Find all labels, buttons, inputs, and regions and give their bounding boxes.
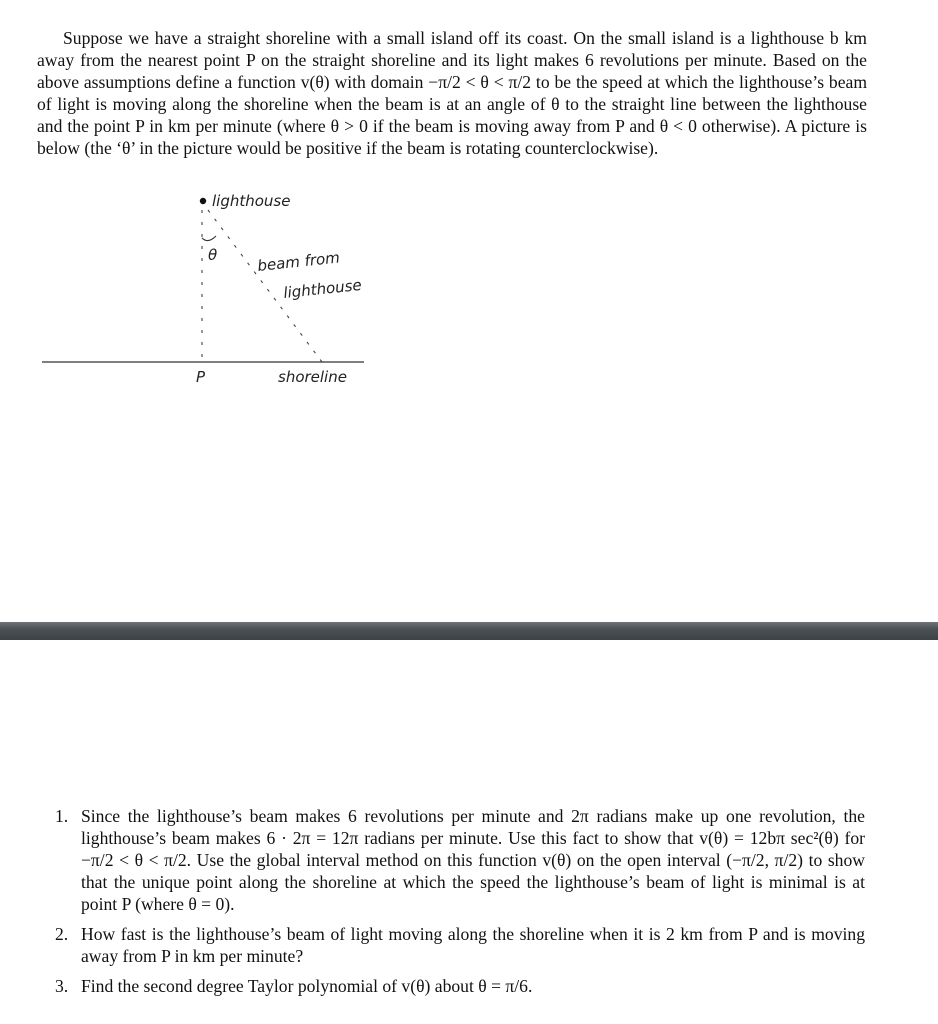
shoreline-label: shoreline [278,368,347,386]
question-number: 2. [55,924,69,944]
question-item [55,805,865,915]
beam-label-line1: beam from [256,248,341,275]
lighthouse-diagram [40,186,370,406]
lighthouse-dot [200,198,206,204]
question-number: 1. [55,806,69,826]
point-p-label: P [196,368,206,386]
question-text: How fast is the lighthouse’s beam of light moving along the shoreline when it is 2 km from P and is moving away from P in km per minute? [81,924,865,966]
question-text: Find the second degree Taylor polynomial of v(θ) about θ = π/6. [81,976,533,996]
lighthouse-figure [40,186,370,406]
question-number: 3. [55,976,69,996]
problem-statement [37,27,867,159]
problem-intro: Suppose we have a straight shoreline with a small island off its coast. On the small island is a lighthouse b km away from the nearest point P on the straight shoreline and its light makes 6 revolutions per minute. Based on the above assumptions define a function v(θ) with domain −π/2 < θ < π/2 to be the speed at which the lighthouse’s beam of light is moving along the shoreline when the beam is at an angle of θ to the straight line between the lighthouse and the point P in km per minute (where θ > 0 if the beam is moving away from P and θ < 0 otherwise). A picture is below (the ‘θ’ in the picture would be positive if the beam is rotating counterclockwise). [37,28,867,158]
angle-arc [202,236,216,241]
beam-label-line2: lighthouse [282,275,363,302]
lighthouse-label: lighthouse [212,192,291,210]
question-list [55,805,865,1005]
question-item [55,923,865,967]
question-item [55,975,865,997]
theta-label: θ [208,246,218,264]
page-divider [0,622,938,640]
question-text: Since the lighthouse’s beam makes 6 revolutions per minute and 2π radians make up one revolution, the lighthouse’s beam makes 6 · 2π = 12π radians per minute. Use this fact to show that v(θ) = 12bπ sec²(θ) for −π/2 < θ < π/2. Use the global interval method on this function v(θ) on the open interval (−π/2, π/2) to show that the unique point along the shoreline at which the speed the lighthouse’s beam of light is minimal is at point P (where θ = 0). [81,806,865,914]
